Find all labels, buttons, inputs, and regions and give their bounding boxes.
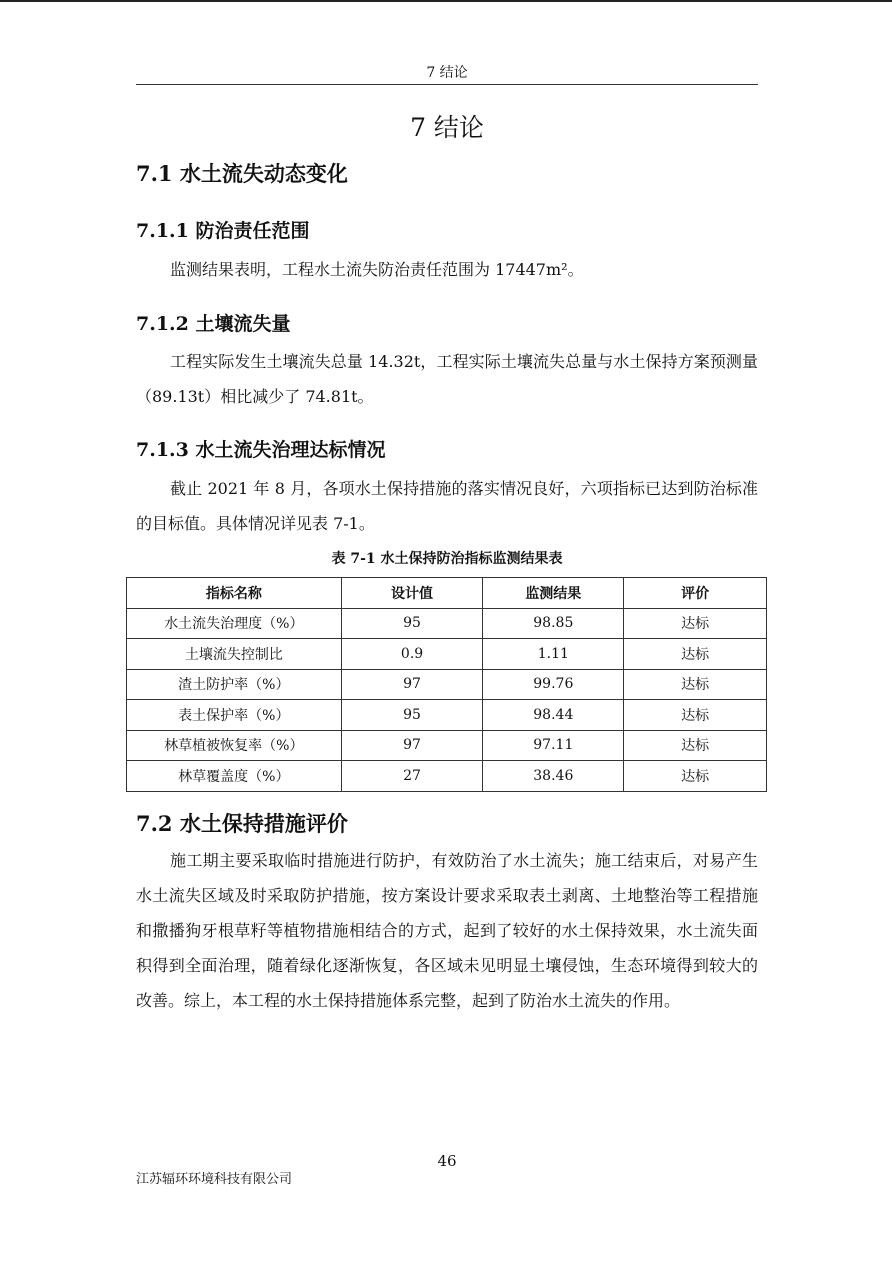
column-header: 评价: [624, 578, 767, 609]
monitored-value: 99.76: [483, 669, 624, 700]
section-7-1-3-heading: 7.1.3 水土流失治理达标情况: [136, 439, 386, 461]
column-header: 监测结果: [483, 578, 624, 609]
design-value: 27: [341, 761, 483, 792]
design-value: 97: [341, 669, 483, 700]
evaluation: 达标: [624, 639, 767, 670]
evaluation: 达标: [624, 608, 767, 639]
table-row: [127, 639, 767, 670]
design-value: 97: [341, 730, 483, 761]
indicator-name: 水土流失治理度（%）: [127, 608, 342, 639]
evaluation: 达标: [624, 669, 767, 700]
table-row: [127, 700, 767, 731]
evaluation: 达标: [624, 700, 767, 731]
design-value: 95: [341, 608, 483, 639]
table-header-row: [127, 578, 767, 609]
section-7-1-3-text: 截止 2021 年 8 月，各项水土保持措施的落实情况良好，六项指标已达到防治标准的目标值。具体情况详见表 7-1。: [136, 479, 758, 533]
chapter-title: 7 结论: [410, 113, 484, 142]
section-7-1-2-text: 工程实际发生土壤流失总量 14.32t，工程实际土壤流失总量与水土保持方案预测量（89.13t）相比减少了 74.81t。: [136, 352, 758, 406]
indicator-name: 林草覆盖度（%）: [127, 761, 342, 792]
indicator-name: 渣土防护率（%）: [127, 669, 342, 700]
results-table: [126, 577, 767, 792]
table-row: [127, 730, 767, 761]
monitored-value: 98.85: [483, 608, 624, 639]
section-7-1-1-heading: 7.1.1 防治责任范围: [136, 220, 310, 242]
column-header: 指标名称: [127, 578, 342, 609]
column-header: 设计值: [341, 578, 483, 609]
design-value: 95: [341, 700, 483, 731]
evaluation: 达标: [624, 730, 767, 761]
footer-company: 江苏辐环环境科技有限公司: [136, 1172, 293, 1187]
table-row: [127, 761, 767, 792]
indicator-name: 土壤流失控制比: [127, 639, 342, 670]
monitored-value: 97.11: [483, 730, 624, 761]
monitored-value: 38.46: [483, 761, 624, 792]
indicator-name: 表土保护率（%）: [127, 700, 342, 731]
table-row: [127, 608, 767, 639]
table-caption: 表 7-1 水土保持防治指标监测结果表: [331, 551, 563, 567]
top-border: [0, 0, 892, 2]
section-7-2-text: 施工期主要采取临时措施进行防护，有效防治了水土流失；施工结束后，对易产生水土流失区域及时采取防护措施，按方案设计要求采取表土剥离、土地整治等工程措施和撒播狗牙根草籽等植物措施相结合的方式，起到了较好的水土保持效果，水土流失面积得到全面治理，随着绿化逐渐恢复，各区域未见明显土壤侵蚀，生态环境得到较大的改善。综上，本工程的水土保持措施体系完整，起到了防治水土流失的作用。: [136, 851, 758, 1010]
section-7-1-2-heading: 7.1.2 土壤流失量: [136, 313, 291, 335]
header-rule: [136, 84, 758, 85]
section-7-1-heading: 7.1 水土流失动态变化: [136, 161, 348, 186]
running-header: 7 结论: [426, 65, 468, 81]
monitored-value: 98.44: [483, 700, 624, 731]
section-7-2-heading: 7.2 水土保持措施评价: [136, 811, 348, 836]
table-row: [127, 669, 767, 700]
monitored-value: 1.11: [483, 639, 624, 670]
evaluation: 达标: [624, 761, 767, 792]
design-value: 0.9: [341, 639, 483, 670]
indicator-name: 林草植被恢复率（%）: [127, 730, 342, 761]
page-number: 46: [437, 1152, 457, 1170]
section-7-1-1-text: 监测结果表明，工程水土流失防治责任范围为 17447m²。: [170, 260, 584, 279]
